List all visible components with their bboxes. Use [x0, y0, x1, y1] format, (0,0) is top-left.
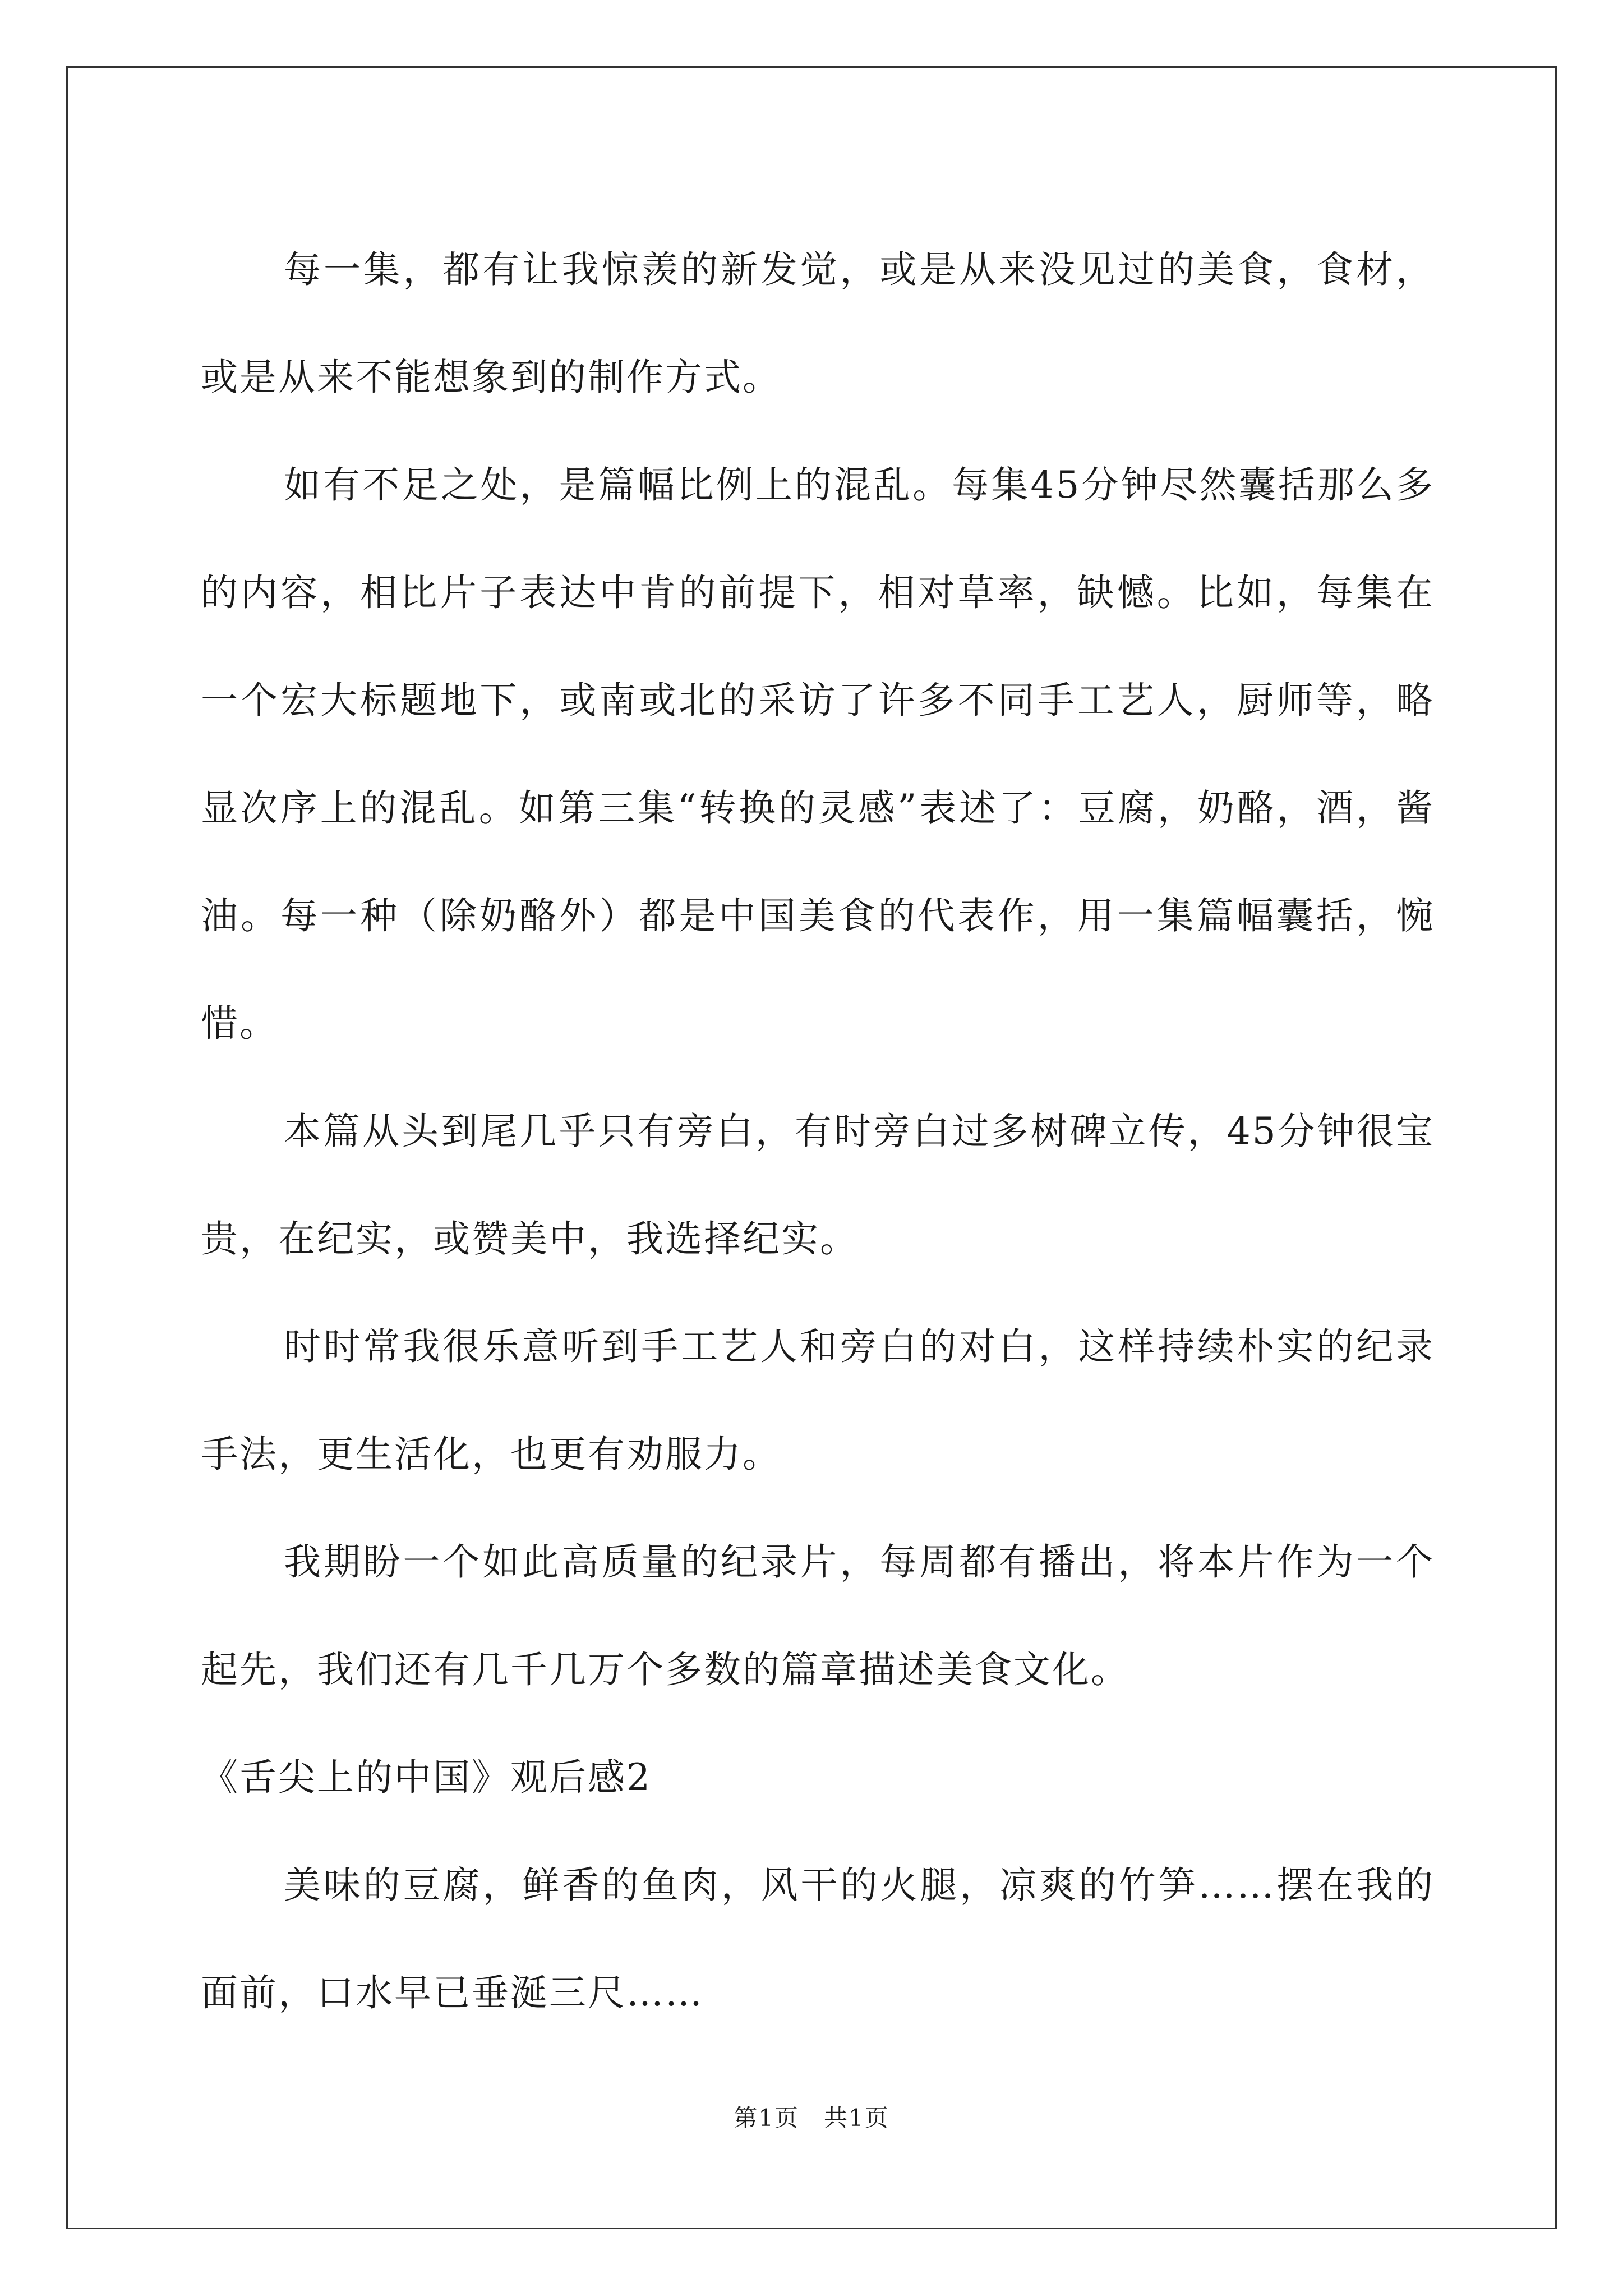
paragraph: 每一集，都有让我惊羡的新发觉，或是从来没见过的美食，食材，或是从来不能想象到的制作方式。	[201, 248, 1435, 399]
page-footer: 第1页 共1页	[734, 2104, 889, 2132]
paragraph: 如有不足之处，是篇幅比例上的混乱。每集45分钟尽然囊括那么多的内容，相比片子表达中肯的前提下，相对草率，缺憾。比如，每集在一个宏大标题地下，或南或北的采访了许多不同手工艺人，厨师等，略显次序上的混乱。如第三集“转换的灵感”表述了：豆腐，奶酪，酒，酱油。每一种（除奶酪外）都是中国美食的代表作，用一集篇幅囊括，惋惜。	[201, 463, 1435, 1045]
document-body	[201, 216, 1435, 2047]
paragraph: 时时常我很乐意听到手工艺人和旁白的对白，这样持续朴实的纪录手法，更生活化，也更有劝服力。	[201, 1325, 1435, 1476]
section-heading: 《舌尖上的中国》观后感2	[201, 1756, 652, 1799]
paragraph: 美味的豆腐，鲜香的鱼肉，风干的火腿，凉爽的竹笋……摆在我的面前，口水早已垂涎三尺……	[201, 1864, 1435, 2014]
paragraph: 本篇从头到尾几乎只有旁白，有时旁白过多树碑立传，45分钟很宝贵，在纪实，或赞美中，我选择纪实。	[201, 1110, 1435, 1260]
paragraph: 我期盼一个如此高质量的纪录片，每周都有播出，将本片作为一个起先，我们还有几千几万个多数的篇章描述美食文化。	[201, 1540, 1435, 1691]
